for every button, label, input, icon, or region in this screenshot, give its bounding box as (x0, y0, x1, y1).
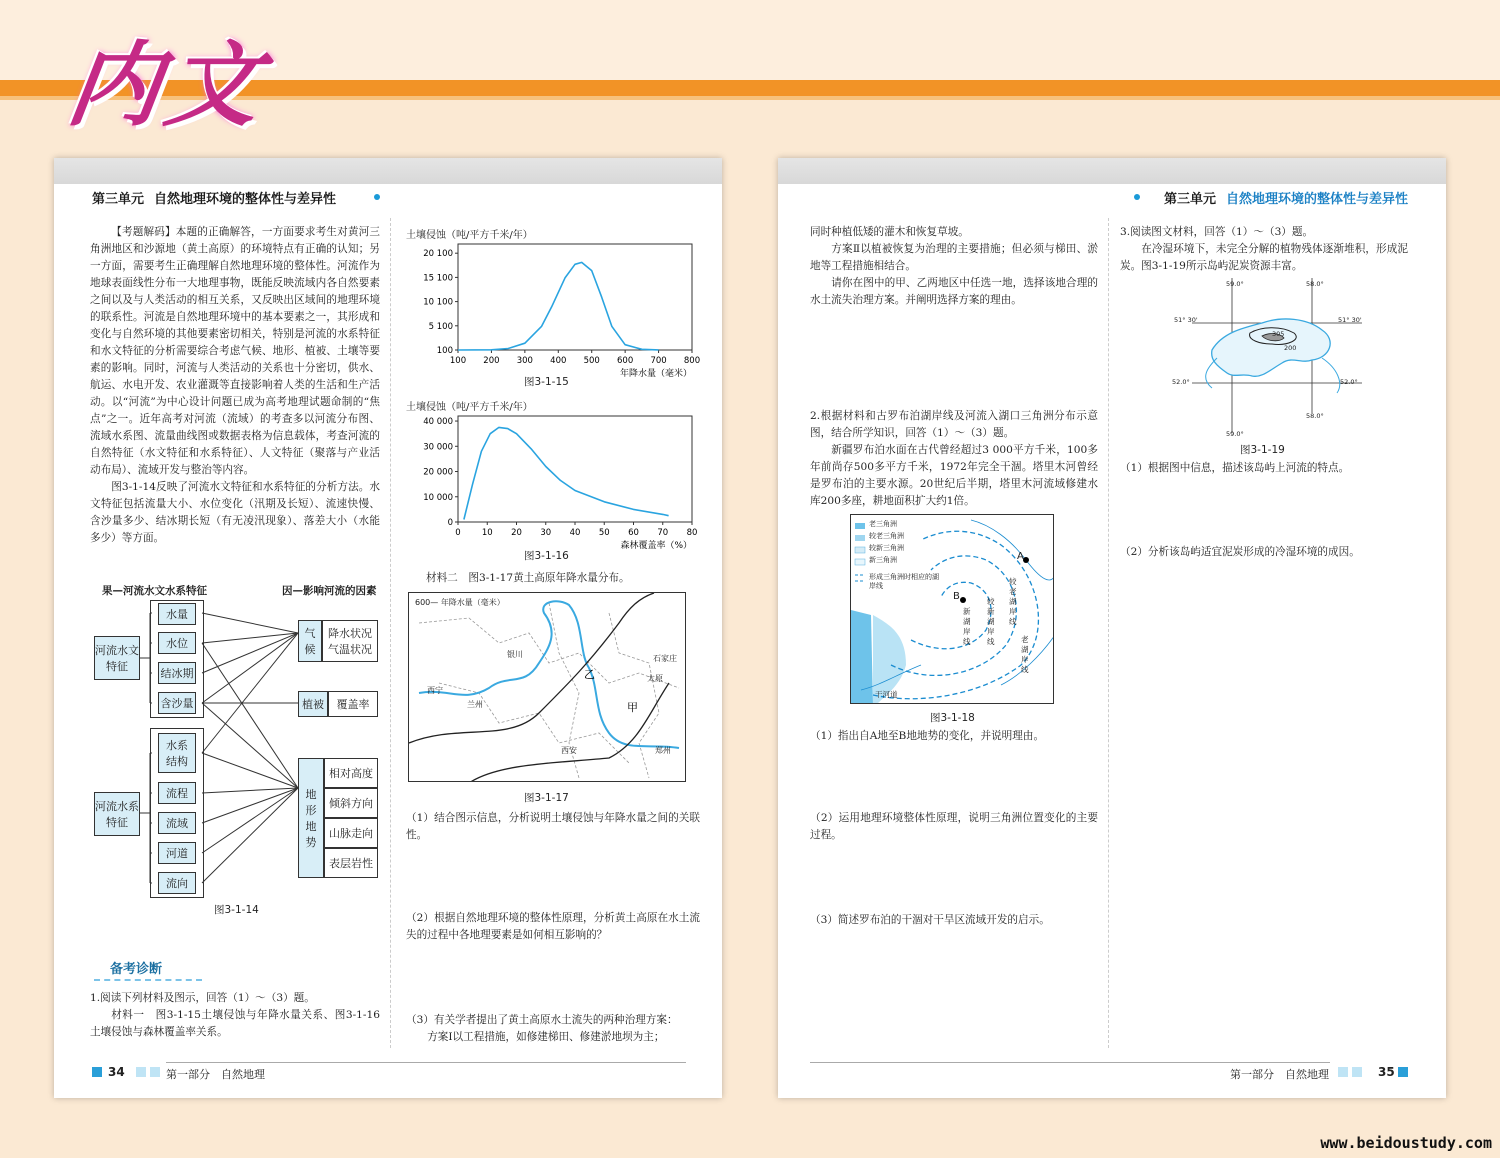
right-col1-top (810, 224, 1098, 309)
q2-3: （3）简述罗布泊的干涸对干旱区流域开发的启示。 (810, 914, 1050, 926)
map-island (1172, 278, 1372, 438)
y-tick-label: 20 100 (423, 249, 453, 260)
footer-square (92, 1067, 102, 1077)
fig-caption-19: 图3-1-19 (1240, 444, 1285, 456)
map-place: 西宁 (427, 686, 443, 695)
fig-caption-16: 图3-1-16 (524, 550, 569, 562)
factor-terrain: 地形地势 (298, 758, 324, 878)
hydro-item: 水量 (158, 603, 196, 625)
page-number: 35 (1378, 1065, 1395, 1079)
chart1-soil-vs-rain (402, 238, 702, 378)
map-place: 太原 (647, 674, 663, 683)
column-divider (390, 218, 391, 1048)
y-tick-label: 100 (436, 346, 453, 356)
unit-label: 第三单元 (1163, 192, 1216, 207)
x-tick-label: 400 (550, 356, 567, 366)
map3-coord: 59.0° (1226, 430, 1244, 438)
chart2-soil-vs-forest (402, 410, 702, 550)
right-page (778, 158, 1446, 1098)
footer-square (136, 1067, 146, 1077)
point-b: B (953, 591, 960, 602)
footer-line (166, 1062, 686, 1063)
q1-block (90, 990, 380, 1041)
elevation-peak: 305 (1272, 330, 1285, 338)
map3-coord: 59.0° (1226, 280, 1244, 288)
footer-square (1352, 1067, 1362, 1077)
map-rainfall-loess (408, 592, 686, 782)
chart2-ylabel: 土壤侵蚀（吨/平方千米/年） (406, 402, 533, 413)
system-item: 流向 (158, 872, 196, 894)
x-tick-label: 200 (483, 356, 500, 366)
x-tick-label: 700 (650, 356, 667, 366)
map3-coord: 51° 30' (1174, 316, 1198, 324)
map-lop-nur (850, 514, 1054, 704)
x-tick-label: 300 (516, 356, 533, 366)
series-line (458, 262, 659, 350)
site-watermark: www.beidoustudy.com (1320, 1134, 1492, 1152)
map-label-yi: 乙 (584, 668, 595, 681)
unit-heading (1164, 188, 1408, 207)
chart1-ylabel: 土壤侵蚀（吨/平方千米/年） (406, 230, 533, 241)
x-tick-label: 100 (449, 356, 467, 366)
footer-square (1338, 1067, 1348, 1077)
x-axis-label: 森林覆盖率（%） (620, 541, 692, 550)
unit-label: 第三单元 (92, 192, 145, 207)
fig-caption-15: 图3-1-15 (524, 376, 569, 388)
y-tick-label: 30 000 (423, 442, 453, 453)
shoreline-label: 较老湖岸线 (1009, 577, 1017, 626)
map3-coord: 51° 30' (1338, 316, 1362, 324)
group-hydro-features: 河流水文特征 (94, 636, 140, 680)
map3-coord: 58.0° (1306, 280, 1324, 288)
q1-1: （1）结合图示信息，分析说明土壤侵蚀与年降水量之间的关联性。 (406, 812, 700, 841)
x-tick-label: 70 (657, 528, 669, 538)
diagram-right-header: 因—影响河流的因素 (282, 585, 377, 597)
map-place: 石家庄 (653, 654, 677, 663)
map-place: 兰州 (467, 700, 483, 709)
series-line (464, 427, 669, 519)
x-tick-label: 80 (686, 528, 698, 538)
fig-explain-para: 图3-1-14反映了河流水文特征和水系特征的分析方法。水文特征包括流量大小、水位变化（汛期及长短）、流速快慢、含沙量多少、结冰期长短（有无凌汛现象）、落差大小（水能多少）等方面。 (90, 481, 380, 544)
q3-material: 在冷湿环境下，未完全分解的植物残体逐渐堆积，形成泥炭。图3-1-19所示岛屿泥炭资源丰富。 (1120, 243, 1408, 272)
system-item: 流域 (158, 812, 196, 834)
y-tick-label: 15 100 (423, 273, 453, 284)
q1-text: 1.阅读下列材料及图示，回答（1）～（3）题。 (90, 992, 315, 1004)
shoreline-label: 新湖岸线 (963, 607, 971, 646)
q2-block (810, 408, 1098, 510)
x-tick-label: 30 (540, 528, 552, 538)
footer-line (810, 1062, 1330, 1063)
map2-legend: 老三角洲 (869, 520, 897, 528)
hydro-item: 水位 (158, 632, 196, 654)
q3-block (1120, 224, 1408, 275)
q1-3: （3）有关学者提出了黄土高原水土流失的两种治理方案： (406, 1014, 678, 1026)
map3-coord: 58.0° (1306, 412, 1324, 420)
column-divider (1108, 218, 1109, 1048)
x-tick-label: 60 (628, 528, 639, 538)
x-tick-label: 10 (481, 528, 493, 538)
factor-climate: 气候 (298, 620, 322, 662)
dry-river-label: 干河道 (875, 690, 898, 699)
q3-text: 3.阅读图文材料，回答（1）～（3）题。 (1120, 226, 1314, 238)
system-item: 河道 (158, 842, 196, 864)
x-tick-label: 500 (583, 356, 600, 366)
q2-text: 2.根据材料和古罗布泊湖岸线及河流入湖口三角洲分布示意图，结合所学知识，回答（1）～（3）题。 (810, 410, 1098, 439)
y-tick-label: 40 000 (423, 417, 453, 428)
fig-caption-17: 图3-1-17 (524, 792, 569, 804)
footer-text: 第一部分 自然地理 (1230, 1068, 1329, 1081)
map2-legend: 较新三角洲 (869, 544, 904, 552)
vegetation-item: 覆盖率 (328, 691, 378, 717)
q1-2: （2）根据自然地理环境的整体性原理，分析黄土高原在水土流失的过程中各地理要素是如何相互影响的？ (406, 912, 700, 941)
climate-items: 降水状况气温状况 (322, 620, 378, 662)
map-label-jia: 甲 (627, 701, 638, 714)
map2-legend: 较老三角洲 (869, 532, 904, 540)
y-tick-label: 10 100 (423, 297, 453, 308)
map-place: 西安 (561, 746, 577, 755)
exam-analysis-para: 【考题解码】本题的正确解答，一方面要求考生对黄河三角洲地区和沙源地（黄土高原）的环境特点有正确的认知；另一方面，需要考生正确理解自然地理环境的整体性。河流作为地球表面线性分布一大地理事物，既能反映流域内各自然要素之间以及与人类活动的相互关系，又反映出区域间的地理环境的联系性。河流是自然地理环境中的基本要素之一，其形成和变化与自然环境的其他要素密切相关，特别是河流的水系特征和水文特征的分析需要综合考虑气候、地形、植被、土壤等要素的影响。同时，河流与人类活动的关系也十分密切，供水、航运、水电开发、农业灌溉等直接影响着人类的生活和生产活动。以“河流”为中心设计问题已成为高考地理试题命制的“焦点”之一。近年高考对河流（流域）的考查多以河流分布图、流域水系图、流量曲线图或数据表格为信息载体，考查河流的自然特征（水文特征和水系特征）、人文特征（聚落与产业活动布局）、流域开发与整治等内容。 (90, 226, 380, 476)
map-place: 银川 (507, 650, 523, 659)
unit-dot (1134, 194, 1140, 200)
fig-caption-14: 图3-1-14 (214, 904, 259, 916)
y-tick-label: 5 100 (428, 321, 453, 332)
contour-label: 200 (1284, 344, 1297, 352)
shoreline-label: 较新湖岸线 (987, 597, 995, 646)
y-tick-label: 20 000 (423, 467, 453, 478)
x-tick-label: 40 (569, 528, 581, 538)
q2-material: 新疆罗布泊水面在古代曾经超过3 000平方千米，100多年前尚存500多平方千米，1972年完全干涸。塔里木河曾经是罗布泊的主要水源。20世纪后半期，塔里木河流域修建水库200多座，耕地面积扩大约1倍。 (810, 444, 1098, 507)
page-number: 34 (108, 1065, 125, 1079)
system-item: 水系结构 (158, 733, 196, 773)
map1-drawing (409, 593, 686, 782)
map3-coord: 52.0° (1172, 378, 1190, 386)
left-page (54, 158, 722, 1098)
q2-2: （2）运用地理环境整体性原理，说明三角洲位置变化的主要过程。 (810, 812, 1098, 841)
terrain-item: 倾斜方向 (324, 788, 378, 818)
fig-caption-18: 图3-1-18 (930, 712, 975, 724)
q3-1: （1）根据图中信息，描述该岛屿上河流的特点。 (1120, 462, 1350, 474)
map-place: 郑州 (655, 746, 671, 755)
y-tick-label: 10 000 (423, 492, 453, 503)
plot-frame (458, 244, 692, 350)
factor-vegetation: 植被 (298, 691, 328, 717)
point-a: A (1017, 551, 1024, 562)
x-axis-label: 年降水量（毫米） (619, 369, 692, 378)
prep-diagnosis-badge (94, 956, 202, 981)
terrain-item: 山脉走向 (324, 818, 378, 848)
shoreline-label: 老湖岸线 (1021, 635, 1029, 674)
diagram-left-header: 果—河流水文水系特征 (102, 585, 207, 597)
group-system-features: 河流水系特征 (94, 792, 140, 836)
terrain-item: 相对高度 (324, 758, 378, 788)
hydro-item: 含沙量 (158, 692, 196, 714)
map2-legend: 新三角洲 (869, 556, 897, 564)
map2-legend: 形成三角洲时相应的湖岸线 (869, 573, 939, 590)
system-item: 流程 (158, 782, 196, 804)
x-tick-label: 0 (455, 528, 461, 538)
q2-1: （1）指出自A地至B地地势的变化，并说明理由。 (810, 730, 1045, 742)
plan-text: 请你在图中的甲、乙两地区中任选一地，选择该地合理的水土流失治理方案。并阐明选择方案的理由。 (810, 277, 1098, 306)
footer-square (1398, 1067, 1408, 1077)
material1-text: 材料一 图3-1-15土壤侵蚀与年降水量关系、图3-1-16土壤侵蚀与森林覆盖率关系。 (90, 1009, 380, 1038)
x-tick-label: 800 (683, 356, 701, 366)
footer-text: 第一部分 自然地理 (166, 1068, 265, 1081)
x-tick-label: 20 (511, 528, 522, 538)
terrain-item: 表层岩性 (324, 848, 378, 878)
badge-label: 备考诊断 (110, 962, 163, 977)
map3-drawing (1172, 278, 1372, 438)
material2-text: 材料二 图3-1-17黄土高原年降水量分布。 (426, 572, 630, 584)
x-tick-label: 50 (598, 528, 610, 538)
unit-title: 自然地理环境的整体性与差异性 (1225, 192, 1408, 207)
q1-3b: 方案Ⅰ以工程措施，如修建梯田、修建淤地坝为主； (427, 1031, 665, 1043)
q1-3-block (406, 1012, 700, 1046)
map3-coord: 52.0° (1340, 378, 1358, 386)
hydro-item: 结冰期 (158, 662, 196, 684)
page-top-bar (778, 158, 1446, 184)
logo-title: 内文 (61, 32, 273, 139)
plan-text: 方案Ⅱ以植被恢复为治理的主要措施；但必须与梯田、淤地等工程措施相结合。 (810, 243, 1098, 272)
q3-2: （2）分析该岛屿适宜泥炭形成的冷湿环境的成因。 (1120, 546, 1360, 558)
y-tick-label: 0 (447, 518, 453, 528)
unit-title: 自然地理环境的整体性与差异性 (154, 192, 337, 207)
map1-legend: 600— 年降水量（毫米） (415, 598, 505, 607)
footer-square (150, 1067, 160, 1077)
x-tick-label: 600 (617, 356, 634, 366)
plan-text: 同时种植低矮的灌木和恢复草坡。 (810, 226, 969, 238)
